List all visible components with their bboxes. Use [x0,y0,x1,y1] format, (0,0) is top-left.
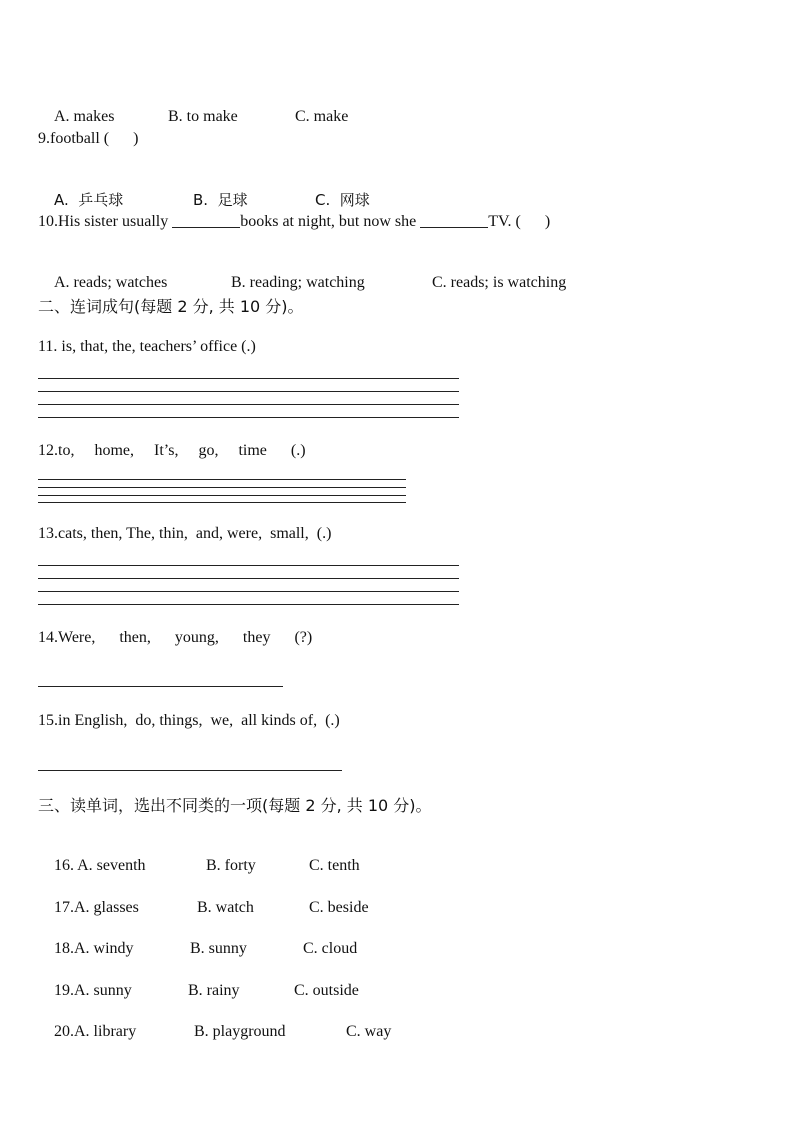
q11-answer-line-1[interactable] [38,378,459,379]
q20-option-c: C. way [346,1023,392,1040]
q17-option-c: C. beside [309,899,369,916]
q10-option-b: B. reading; watching [231,274,365,291]
q15-stem: 15.in English, do, things, we, all kinds of, (.) [38,712,340,729]
q14-answer-line[interactable] [38,686,283,687]
q8-option-a: A. makes [54,108,115,125]
q12-answer-line-2[interactable] [38,487,406,488]
q9-option-a: A. 乒乓球 [54,191,124,209]
q13-answer-line-1[interactable] [38,565,459,566]
q12-answer-line-1[interactable] [38,479,406,480]
q11-answer-line-4[interactable] [38,417,459,418]
q8-option-c: C. make [295,108,349,125]
q13-answer-line-3[interactable] [38,591,459,592]
q9-option-c: C. 网球 [315,191,370,209]
q19-option-a: 19.A. sunny [54,982,132,999]
q18-option-a: 18.A. windy [54,940,134,957]
q15-answer-line[interactable] [38,770,342,771]
q10-option-a: A. reads; watches [54,274,168,291]
q19-option-c: C. outside [294,982,359,999]
q9-option-b: B. 足球 [193,191,248,209]
q16-option-a: 16. A. seventh [54,857,146,874]
q17-option-a: 17.A. glasses [54,899,139,916]
q16-option-b: B. forty [206,857,256,874]
q13-answer-line-2[interactable] [38,578,459,579]
q13-answer-line-4[interactable] [38,604,459,605]
q13-stem: 13.cats, then, The, thin, and, were, small, (.) [38,525,332,542]
q10-part-1: 10.His sister usually [38,213,173,230]
q14-stem: 14.Were, then, young, they (?) [38,629,313,646]
q12-stem: 12.to, home, It’s, go, time (.) [38,442,306,459]
q12-answer-line-3[interactable] [38,495,406,496]
q20-option-a: 20.A. library [54,1023,137,1040]
q9-stem: 9.football ( ) [38,130,139,147]
q10-option-c: C. reads; is watching [432,274,567,291]
q10-part-2: books at night, but now she [240,213,421,230]
q20-option-b: B. playground [194,1023,286,1040]
q11-stem: 11. is, that, the, teachers’ office (.) [38,338,256,355]
q11-answer-line-2[interactable] [38,391,459,392]
q19-option-b: B. rainy [188,982,240,999]
q10-blank-2[interactable] [420,213,488,228]
q8-option-b: B. to make [168,108,238,125]
q10-part-3: TV. ( ) [488,213,551,230]
q18-option-c: C. cloud [303,940,358,957]
q16-option-c: C. tenth [309,857,360,874]
q18-option-b: B. sunny [190,940,247,957]
q11-answer-line-3[interactable] [38,404,459,405]
q17-option-b: B. watch [197,899,254,916]
section-3-title: 三、读单词，选出不同类的一项(每题 2 分, 共 10 分)。 [38,796,432,815]
q10-stem [38,212,550,232]
section-2-title: 二、连词成句(每题 2 分, 共 10 分)。 [38,297,304,316]
q20-options [38,1002,391,1062]
q12-answer-line-4[interactable] [38,502,406,503]
q10-blank-1[interactable] [172,213,240,228]
